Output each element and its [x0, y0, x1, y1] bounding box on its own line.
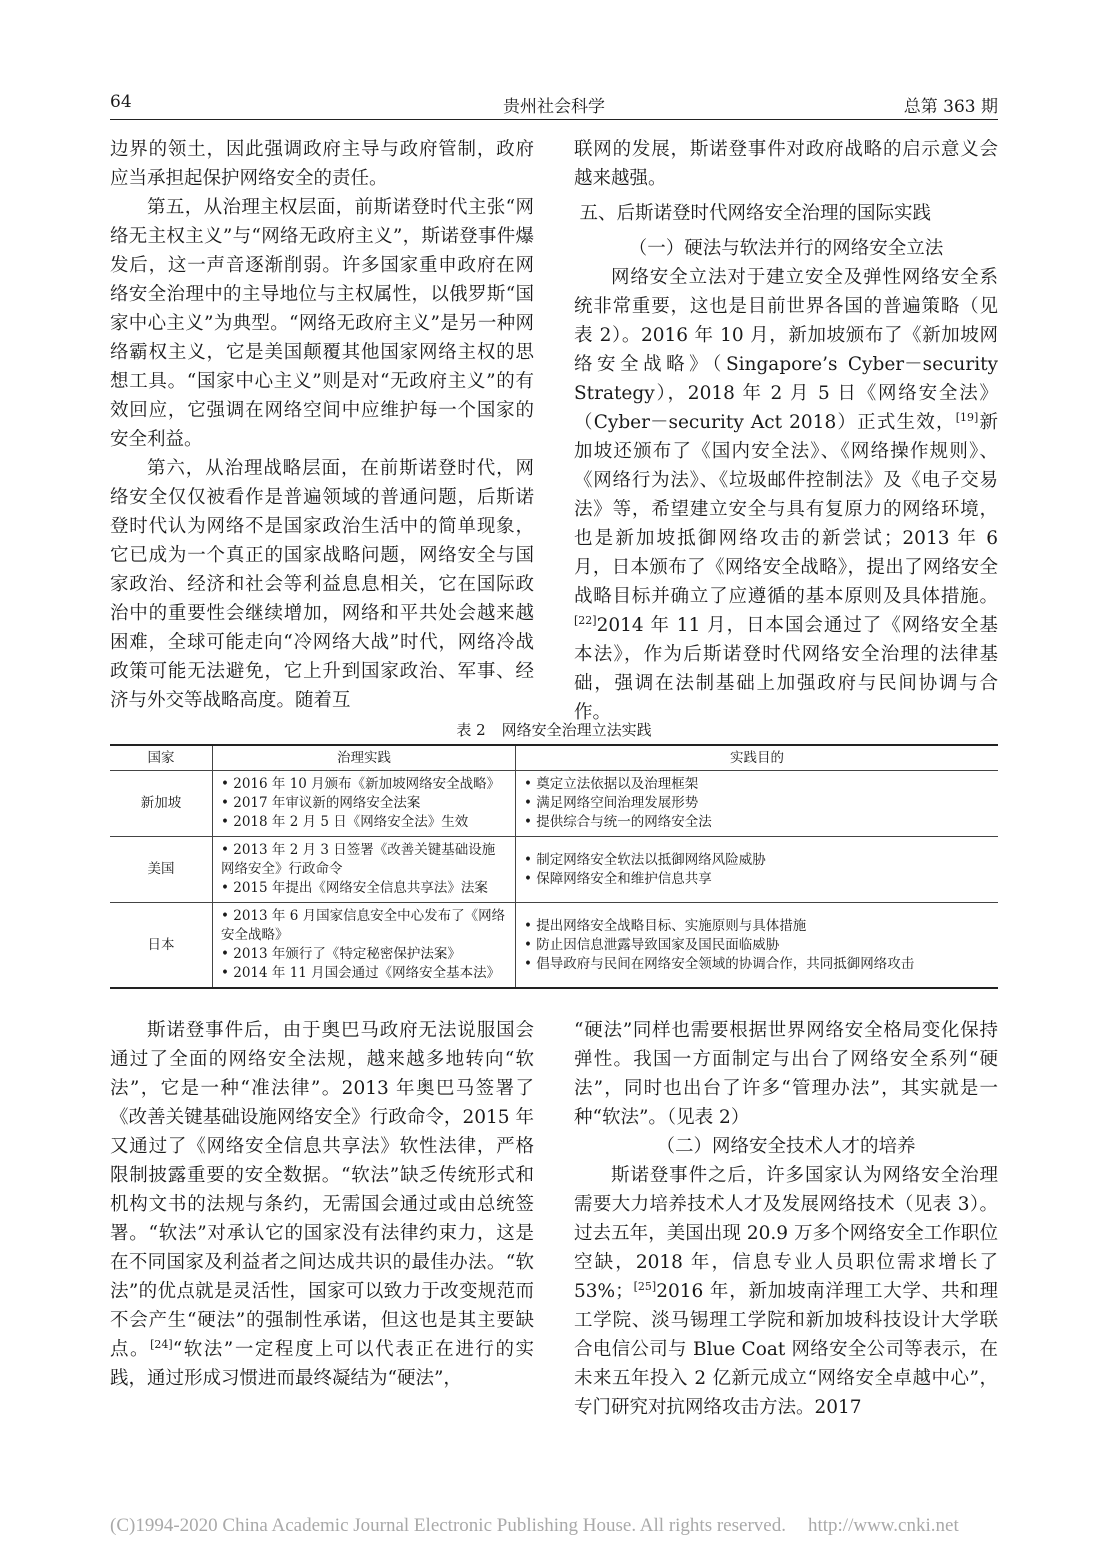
practice-cell [213, 837, 516, 903]
purpose-cell [516, 837, 999, 903]
practice-item: • 2014 年 11 月国会通过《网络安全基本法》 [221, 965, 501, 981]
country-cell: 美国 [110, 837, 213, 903]
section-heading: 五、后斯诺登时代网络安全治理的国际实践 [579, 203, 932, 224]
copyright-footer [110, 1515, 959, 1537]
practice-item: • 2015 年提出《网络安全信息共享法》法案 [221, 880, 488, 896]
practice-item: • 2017 年审议新的网络安全法案 [221, 795, 421, 811]
purpose-cell [516, 771, 999, 837]
practice-item: • 2013 年 2 月 3 日签署《改善关键基础设施网络安全》行政命令 [221, 842, 496, 877]
citation-ref: [24] [150, 1337, 173, 1351]
column-top-right [574, 135, 998, 727]
table-row [110, 771, 998, 837]
footer-url: http://www.cnki.net [807, 1515, 959, 1536]
table-row [110, 837, 998, 903]
country-cell: 新加坡 [110, 771, 213, 837]
paragraph: 第五，从治理主权层面，前斯诺登时代主张“网络无主权主义”与“网络无政府主义”，斯诺登事件爆发后，这一声音逐渐削弱。许多国家重申政府在网络安全治理中的主导地位与主权属性，以俄罗斯“国家中心主义”为典型。“网络无政府主义”是另一种网络霸权主义，它是美国颠覆其他国家网络主权的思想工具。“国家中心主义”则是对“无政府主义”的有效回应，它强调在网络空间中应维护每一个国家的安全利益。 [110, 197, 534, 450]
text-run: 2016 年，新加坡南洋理工大学、共和理工学院、淡马锡理工学院和新加坡科技设计大学联合电信公司与 Blue Coat 网络安全公司等表示，在未来五年投入 2 亿新元成立“网络安全卓越中心”，专门研究对抗网络攻击方法。2017 [574, 1281, 998, 1418]
paragraph [574, 1161, 998, 1422]
citation-ref: [25] [633, 1279, 657, 1293]
journal-name: 贵州社会科学 [503, 97, 605, 117]
purpose-item: • 奠定立法依据以及治理框架 [524, 776, 699, 792]
table-header-row [110, 745, 998, 771]
text-run: “软法”一定程度上可以代表正在进行的实践，通过形成习惯进而最终凝结为“硬法”， [110, 1339, 534, 1389]
subsection-heading: （二）网络安全技术人才的培养 [656, 1136, 916, 1157]
purpose-item: • 满足网络空间治理发展形势 [524, 795, 699, 811]
column-header: 国家 [110, 745, 213, 771]
purpose-item: • 防止因信息泄露导致国家及国民面临威胁 [524, 936, 780, 953]
table-caption [110, 719, 998, 740]
paragraph: 边界的领土，因此强调政府主导与政府管制，政府应当承担起保护网络安全的责任。 [110, 139, 534, 189]
table-number: 表 2 [456, 721, 486, 739]
column-bottom-left [110, 1016, 534, 1393]
purpose-cell [516, 903, 999, 989]
text-run: 2014 年 11 月，日本国会通过了《网络安全基本法》，作为后斯诺登时代网络安全治理的法律基础，强调在法制基础上加强政府与民间协调与合作。 [574, 615, 998, 723]
purpose-item: • 提供综合与统一的网络安全法 [524, 814, 712, 830]
issue-number: 总第 363 期 [903, 97, 998, 117]
purpose-item: • 制定网络安全软法以抵御网络风险威胁 [524, 851, 766, 868]
subsection-heading: （一）硬法与软法并行的网络安全立法 [628, 238, 944, 259]
citation-ref: [19] [955, 410, 979, 424]
copyright-text: (C)1994-2020 China Academic Journal Electronic Publishing House. All rights reserved. [110, 1515, 786, 1536]
table-title: 网络安全治理立法实践 [501, 721, 652, 739]
practice-item: • 2013 年 6 月国家信息安全中心发布了《网络安全战略》 [221, 908, 506, 943]
column-top-left [110, 135, 534, 715]
practice-cell [213, 771, 516, 837]
purpose-item: • 保障网络安全和维护信息共享 [524, 870, 712, 887]
practice-item: • 2013 年颁行了《特定秘密保护法案》 [221, 946, 461, 962]
paragraph [574, 263, 998, 727]
page-number: 64 [110, 92, 132, 112]
citation-ref: [22] [574, 613, 597, 627]
legislation-table [110, 744, 998, 989]
text-run: 斯诺登事件之后，许多国家认为网络安全治理需要大力培养技术人才及发展网络技术（见表 3）。过去五年，美国出现 20.9 万多个网络安全工作职位空缺，2018 年，信息专业人员职位需求增长了 53%； [574, 1165, 998, 1302]
purpose-item: • 倡导政府与民间在网络安全领域的协调合作，共同抵御网络攻击 [524, 955, 915, 972]
text-run: 斯诺登事件后，由于奥巴马政府无法说服国会通过了全面的网络安全法规，越来越多地转向“软法”，它是一种“准法律”。2013 年奥巴马签署了《改善关键基础设施网络安全》行政命令，2015 年又通过了《网络安全信息共享法》软性法律，严格限制披露重要的安全数据。“软法”缺乏传统形式和机构文书的法规与条约，无需国会通过或由总统签署。“软法”对承认它的国家没有法律约束力，这是在不同国家及利益者之间达成共识的最佳办法。“软法”的优点就是灵活性，国家可以致力于改变规范而不会产生“硬法”的强制性承诺，但这也是其主要缺点。 [110, 1020, 534, 1360]
paragraph: 联网的发展，斯诺登事件对政府战略的启示意义会越来越强。 [574, 139, 998, 189]
column-header: 实践目的 [516, 745, 999, 771]
running-header [110, 92, 998, 122]
practice-cell [213, 903, 516, 989]
practice-item: • 2018 年 2 月 5 日《网络安全法》生效 [221, 814, 469, 830]
practice-item: • 2016 年 10 月颁布《新加坡网络安全战略》 [221, 776, 501, 792]
text-run: 新加坡还颁布了《国内安全法》、《网络操作规则》、《网络行为法》、《垃圾邮件控制法》及《电子交易法》等，希望建立安全与具有复原力的网络环境，也是新加坡抵御网络攻击的新尝试；2013 年 6 月，日本颁布了《网络安全战略》，提出了网络安全战略目标并确立了应遵循的基本原则及具体措施。 [574, 412, 998, 607]
text-run: 网络安全立法对于建立安全及弹性网络安全系统非常重要，这也是目前世界各国的普遍策略（见表 2）。2016 年 10 月，新加坡颁布了《新加坡网络安全战略》（Singapore’s Cyber－security Strategy），2018 年 2 月 5 日《网络安全法》（Cyber－security Act 2018）正式生效， [574, 267, 998, 433]
paragraph: “硬法”同样也需要根据世界网络安全格局变化保持弹性。我国一方面制定与出台了网络安全系列“硬法”，同时也出台了许多“管理办法”，其实就是一种“软法”。（见表 2） [574, 1020, 998, 1128]
column-header: 治理实践 [213, 745, 516, 771]
country-cell: 日本 [110, 903, 213, 989]
purpose-item: • 提出网络安全战略目标、实施原则与具体措施 [524, 917, 807, 934]
paragraph: 第六，从治理战略层面，在前斯诺登时代，网络安全仅仅被看作是普遍领域的普通问题，后斯诺登时代认为网络不是国家政治生活中的简单现象，它已成为一个真正的国家战略问题，网络安全与国家政治、经济和社会等利益息息相关，它在国际政治中的重要性会继续增加，网络和平共处会越来越困难，全球可能走向“冷网络大战”时代，网络冷战政策可能无法避免，它上升到国家政治、军事、经济与外交等战略高度。随着互 [110, 458, 534, 711]
column-bottom-right [574, 1016, 998, 1422]
paragraph [110, 1016, 534, 1393]
header-rule [110, 119, 998, 120]
table-row [110, 903, 998, 989]
